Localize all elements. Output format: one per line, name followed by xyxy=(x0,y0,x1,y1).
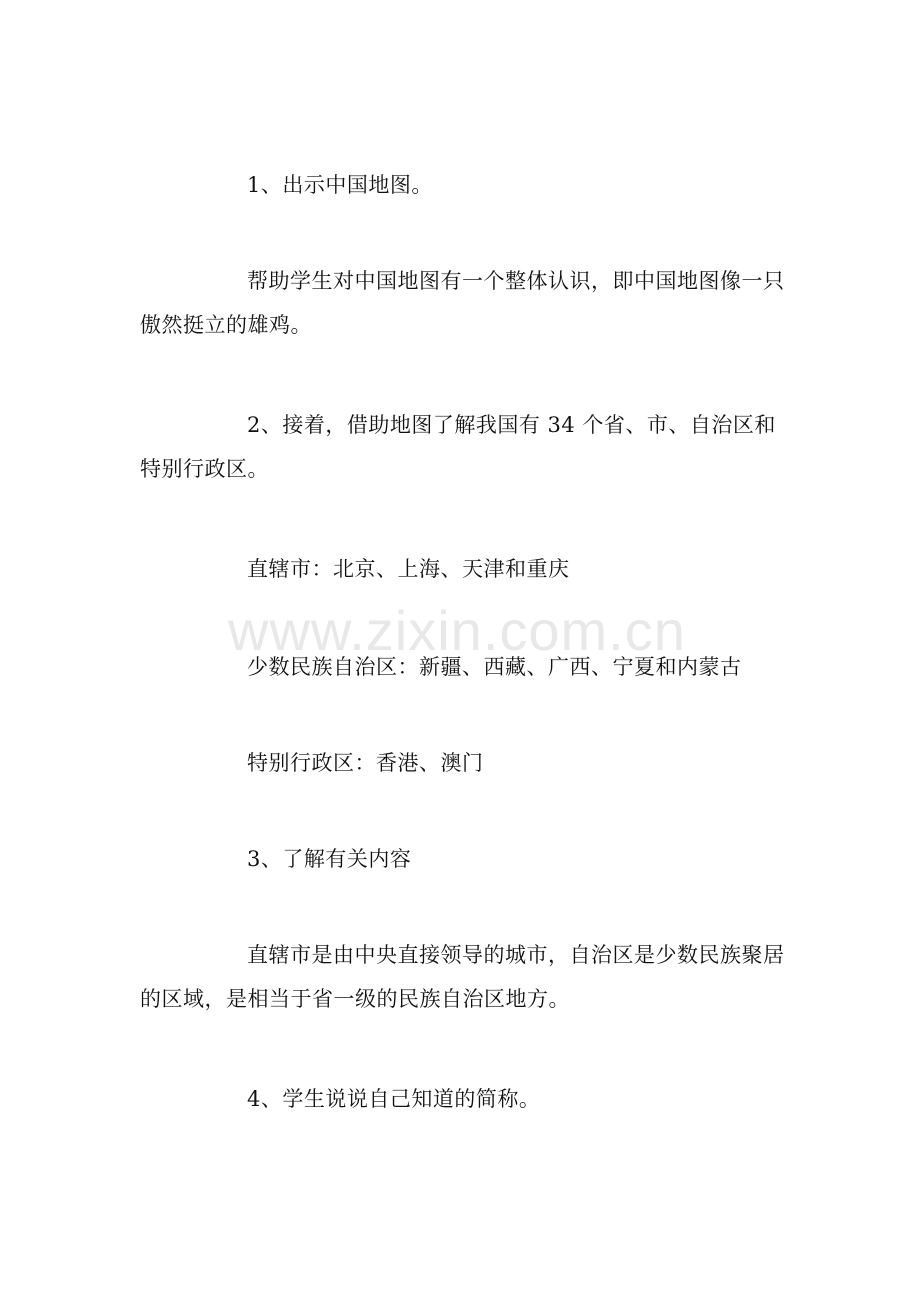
paragraph-1: 1、出示中国地图。 xyxy=(247,173,433,197)
paragraph-9: 4、学生说说自己知道的简称。 xyxy=(247,1087,541,1111)
paragraph-3: 2、接着，借助地图了解我国有 34 个省、市、自治区和特别行政区。 xyxy=(140,413,776,481)
paragraph-2: 帮助学生对中国地图有一个整体认识，即中国地图像一只傲然挺立的雄鸡。 xyxy=(140,269,785,337)
watermark: www.zixin.com.cn xyxy=(228,599,686,662)
paragraph-4: 直辖市：北京、上海、天津和重庆 xyxy=(247,557,570,581)
paragraph-8: 直辖市是由中央直接领导的城市，自治区是少数民族聚居的区域，是相当于省一级的民族自治区地方。 xyxy=(140,943,785,1011)
paragraph-5: 少数民族自治区：新疆、西藏、广西、宁夏和内蒙古 xyxy=(247,655,742,679)
paragraph-6: 特别行政区：香港、澳门 xyxy=(247,751,484,775)
paragraph-7: 3、了解有关内容 xyxy=(247,847,412,871)
